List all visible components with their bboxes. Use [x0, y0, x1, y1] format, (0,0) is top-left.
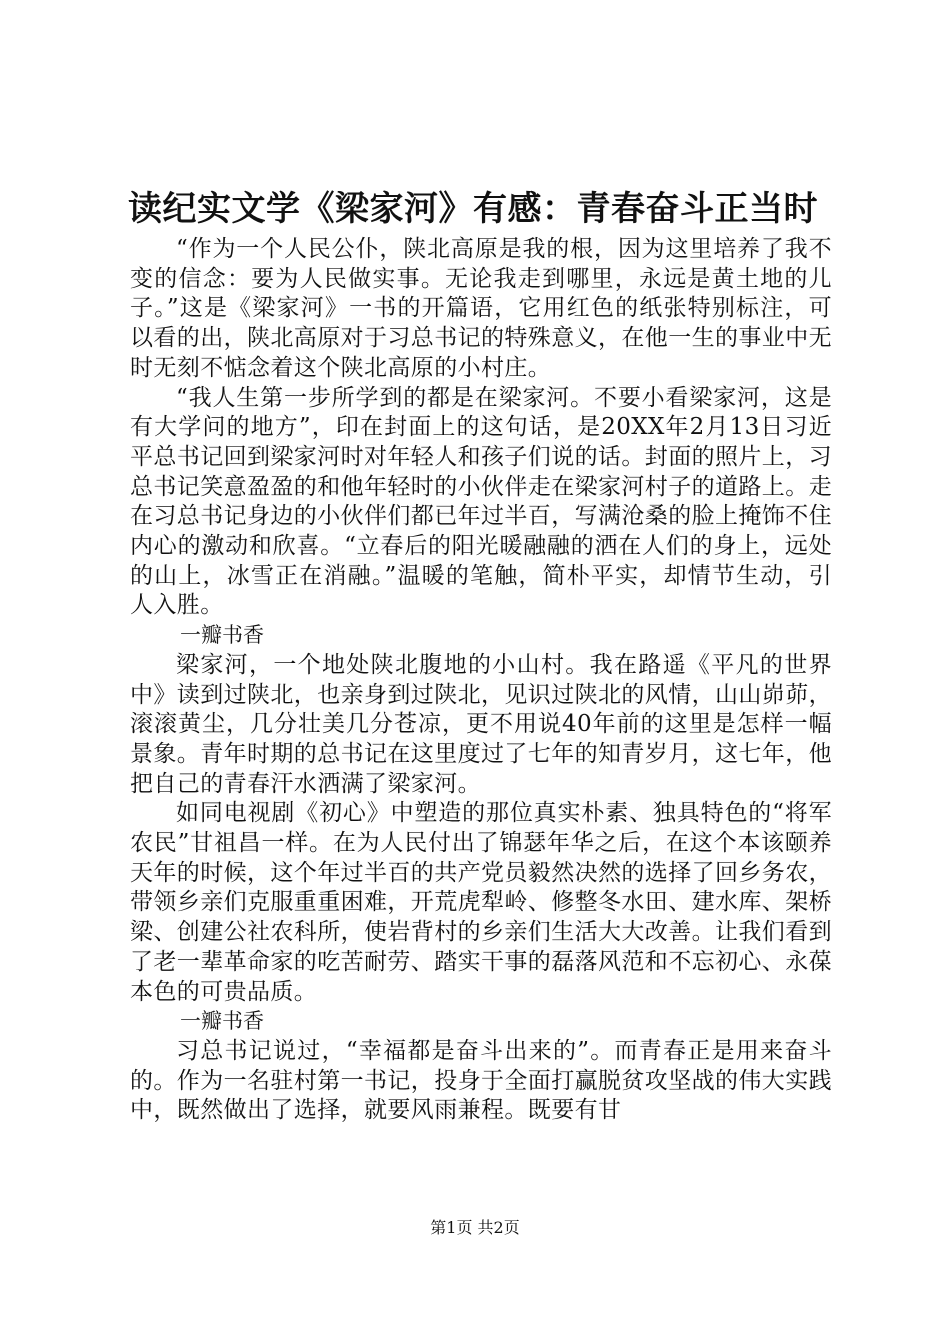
section-heading-1: 一瓣书香	[180, 623, 264, 648]
section-heading-2: 一瓣书香	[180, 1009, 264, 1034]
paragraph-2: “我人生第一步所学到的都是在梁家河。不要小看梁家河，这是有大学问的地方”，印在封面上的这句话，是20XX年2月13日习近平总书记回到梁家河时对年轻人和孩子们说的话。封面的照片上，习总书记笑意盈盈的和他年轻时的小伙伴走在梁家河村子的道路上。走在习总书记身边的小伙伴们都已年过半百，写满沧桑的脸上掩饰不住内心的激动和欣喜。“立春后的阳光暖融融的洒在人们的身上，远处的山上，冰雪正在消融。”温暖的笔触，简朴平实，却情节生动，引人入胜。	[130, 384, 832, 619]
paragraph-4: 如同电视剧《初心》中塑造的那位真实朴素、独具特色的“将军农民”甘祖昌一样。在为人民付出了锦瑟年华之后，在这个本该颐养天年的时候，这个年过半百的共产党员毅然决然的选择了回乡务农，带领乡亲们克服重重困难，开荒虎犁岭、修整冬水田、建水库、架桥梁、创建公社农科所，使岩背村的乡亲们生活大大改善。让我们看到了老一辈革命家的吃苦耐劳、踏实干事的磊落风范和不忘初心、永葆本色的可贵品质。	[130, 800, 832, 1005]
paragraph-3: 梁家河，一个地处陕北腹地的小山村。我在路遥《平凡的世界中》读到过陕北，也亲身到过陕北，见识过陕北的风情，山山峁茆，滚滚黄尘，几分壮美几分苍凉，更不用说40年前的这里是怎样一幅景象。青年时期的总书记在这里度过了七年的知青岁月，这七年，他把自己的青春汗水洒满了梁家河。	[130, 651, 832, 797]
paragraph-5: 习总书记说过，“幸福都是奋斗出来的”。而青春正是用来奋斗的。作为一名驻村第一书记，投身于全面打赢脱贫攻坚战的伟大实践中，既然做出了选择，就要风雨兼程。既要有甘	[130, 1037, 832, 1124]
document-body	[130, 235, 832, 1126]
paragraph-1: “作为一个人民公仆，陕北高原是我的根，因为这里培养了我不变的信念：要为人民做实事。无论我走到哪里，永远是黄土地的儿子。”这是《梁家河》一书的开篇语，它用红色的纸张特别标注，可以看的出，陕北高原对于习总书记的特殊意义，在他一生的事业中无时无刻不惦念着这个陕北高原的小村庄。	[130, 236, 832, 381]
document-title: 读纪实文学《梁家河》有感：青春奋斗正当时	[128, 189, 818, 229]
page-footer: 第1页 共2页	[430, 1218, 520, 1237]
